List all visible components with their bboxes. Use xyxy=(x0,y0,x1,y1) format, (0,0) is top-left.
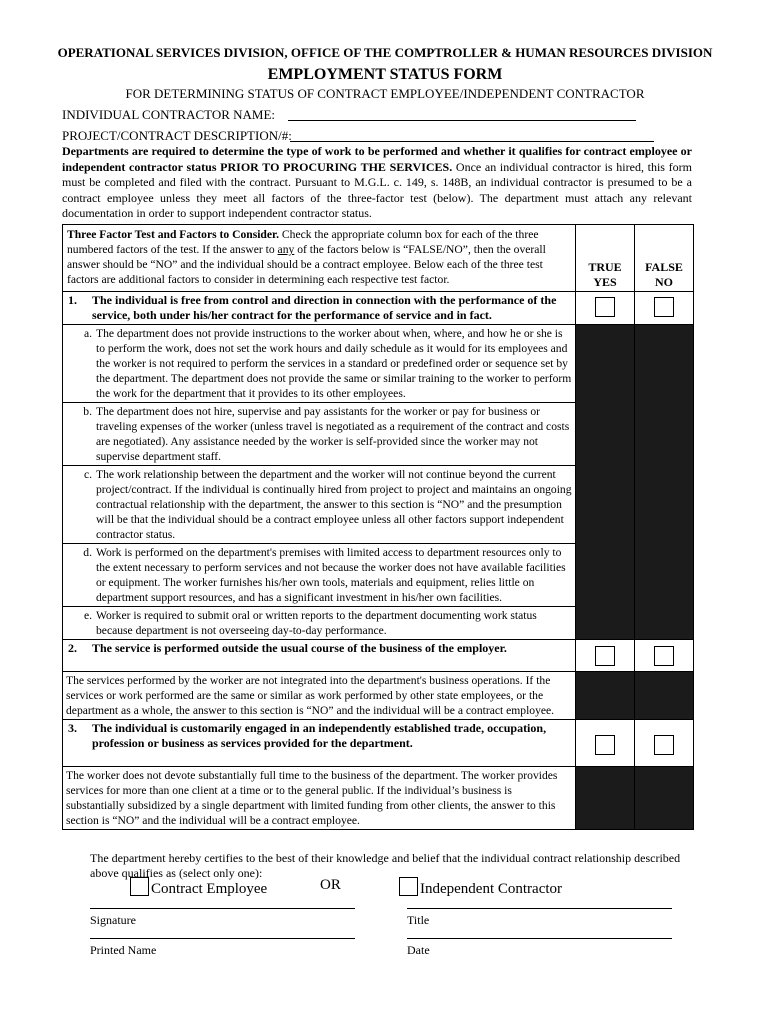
factor-1c-cell xyxy=(63,466,576,544)
factor-1-false-cell xyxy=(635,292,694,325)
printed-name-label: Printed Name xyxy=(90,943,157,957)
form-subtitle: FOR DETERMINING STATUS OF CONTRACT EMPLOYEE/INDEPENDENT CONTRACTOR xyxy=(125,86,645,101)
factor-3-false-cell xyxy=(635,720,694,767)
or-label: OR xyxy=(320,877,341,893)
factor-1-number: 1. xyxy=(68,293,77,307)
item-text: Work is performed on the department's premises with limited access to department resources only to the extent necessary to perform services and not because the worker does not have available facilities or equipment. The worker furnishes his/her own tools, materials and equipment, relies little on department support resources, and has a significant investment in his/her own facilities. xyxy=(96,546,566,604)
factor-1-text: The individual is free from control and direction in connection with the performance of the service, both under his/her contract for the performance of service and in fact. xyxy=(92,293,557,322)
factor-2-cell xyxy=(63,640,576,672)
item-label: d. xyxy=(83,546,92,559)
shaded-cell xyxy=(576,325,635,640)
factor-3-row xyxy=(63,720,694,767)
certification-text: The department hereby certifies to the best of their knowledge and belief that the individual contract relationship described above qualifies as (select only one): xyxy=(90,851,681,880)
contract-employee-label: Contract Employee xyxy=(151,881,268,897)
factor-2-detail-row xyxy=(63,672,694,720)
table-header-part-b: of the factors below is “FALSE/NO”, then the overall answer should be “NO” and the individual should be a contract employee. Below each of the three test factors are additional factors to consider in determining each respective test factor. xyxy=(67,243,546,286)
factor-2-false-cell xyxy=(635,640,694,672)
factor-1-cell xyxy=(63,292,576,325)
independent-contractor-label: Independent Contractor xyxy=(420,881,563,897)
item-text: The work relationship between the department and the worker will not continue beyond the current project/contract. If the individual is continually hired from project to project and maintains an ongoing contractual relationship with the department, the answer to this section is “NO” and the presumption will be that the individual should be a contract employee unless all other factors support independent contractor status. xyxy=(96,468,572,541)
factor-3-number: 3. xyxy=(68,721,77,735)
factor-2-row xyxy=(63,640,694,672)
signature-label: Signature xyxy=(90,913,136,927)
project-description-label: PROJECT/CONTRACT DESCRIPTION/#: xyxy=(62,128,292,143)
item-label: e. xyxy=(83,609,92,622)
factor-2-true-checkbox[interactable] xyxy=(595,646,615,666)
factor-2-true-cell xyxy=(576,640,635,672)
form-title: EMPLOYMENT STATUS FORM xyxy=(267,66,503,83)
shaded-cell xyxy=(576,767,635,830)
shaded-cell xyxy=(635,672,694,720)
table-header-any: any xyxy=(277,243,295,256)
shaded-cell xyxy=(635,767,694,830)
factor-2-number: 2. xyxy=(68,641,77,655)
factor-table xyxy=(62,224,694,830)
shaded-cell xyxy=(635,325,694,640)
factor-1-true-cell xyxy=(576,292,635,325)
factor-3-true-checkbox[interactable] xyxy=(595,735,615,755)
factor-3-text: The individual is customarily engaged in an independently established trade, occupation, profession or business as services provided for the department. xyxy=(92,721,547,750)
false-label: FALSE xyxy=(645,260,683,274)
factor-3-true-cell xyxy=(576,720,635,767)
item-label: b. xyxy=(83,405,92,418)
factor-1-row xyxy=(63,292,694,325)
contractor-name-field[interactable] xyxy=(288,120,636,121)
false-no-header xyxy=(635,225,694,292)
factor-2-text: The service is performed outside the usual course of the business of the employer. xyxy=(92,641,507,655)
project-description-field[interactable] xyxy=(290,141,654,142)
factor-2-detail-cell: The services performed by the worker are not integrated into the department's business operations. If the services or work performed are the same or similar as work performed by other state employees, or the department as a whole, the answer to this section is “NO” and the individual will be a contract employee. xyxy=(63,672,576,720)
no-label: NO xyxy=(655,275,673,289)
independent-contractor-option[interactable] xyxy=(399,877,562,898)
true-label: TRUE xyxy=(588,260,622,274)
factor-3-false-checkbox[interactable] xyxy=(654,735,674,755)
factor-3-detail-row xyxy=(63,767,694,830)
factor-1e-cell xyxy=(63,607,576,640)
org-heading: OPERATIONAL SERVICES DIVISION, OFFICE OF THE COMPTROLLER & HUMAN RESOURCES DIVISION xyxy=(57,45,713,60)
factor-1d-cell xyxy=(63,544,576,607)
contractor-name-label: INDIVIDUAL CONTRACTOR NAME: xyxy=(62,107,276,122)
table-header-text xyxy=(63,225,576,292)
factor-1-true-checkbox[interactable] xyxy=(595,297,615,317)
item-text: The department does not hire, supervise and pay assistants for the worker or pay for business or traveling expenses of the worker (unless travel is negotiated as a requirement of the contract and costs are negotiated). Any assistance needed by the worker is self-provided since the worker may not supervise department staff. xyxy=(96,405,570,463)
factor-3-cell xyxy=(63,720,576,767)
intro-rest: Once an individual contractor is hired, this form must be completed and filed with the contract. Pursuant to M.G.L. c. 149, s. 148B, an individual contractor is presumed to be a contract employee unless they meet all factors of the three-factor test (below). The department must attach any relevant documentation in order to support independent contractor status. xyxy=(62,159,692,220)
table-header-bold: Three Factor Test and Factors to Consider. xyxy=(67,228,280,241)
table-header-row xyxy=(63,225,694,292)
title-label: Title xyxy=(407,913,430,927)
shaded-cell xyxy=(576,672,635,720)
contract-employee-checkbox[interactable] xyxy=(130,877,149,896)
true-yes-header xyxy=(576,225,635,292)
item-text: Worker is required to submit oral or written reports to the department documenting work status because department is not overseeing day-to-day performance. xyxy=(96,609,537,637)
intro-bold: Departments are required to determine the type of work to be performed and whether it qualifies for contract employee or independent contractor status PRIOR TO PROCURING THE SERVICES. xyxy=(62,144,692,174)
yes-label: YES xyxy=(593,275,617,289)
signature-line[interactable] xyxy=(90,908,355,909)
printed-name-line[interactable] xyxy=(90,938,355,939)
factor-1a-row xyxy=(63,325,694,403)
date-line[interactable] xyxy=(407,938,672,939)
item-label: a. xyxy=(83,327,92,340)
item-label: c. xyxy=(83,468,92,481)
factor-2-false-checkbox[interactable] xyxy=(654,646,674,666)
item-text: The department does not provide instructions to the worker about when, where, and how he or she is to perform the work, does not set the work hours and daily schedule as it would for its employees and the worker is not required to perform the services in a standard or predefined order or sequence set by the department. The department does not provide the same or similar training to the worker to perform the work for the department that it provides to its other employees. xyxy=(96,327,572,400)
date-label: Date xyxy=(407,943,430,957)
factor-1b-cell xyxy=(63,403,576,466)
factor-3-detail-cell: The worker does not devote substantially full time to the business of the department. The worker provides services for more than one client at a time or to the general public. If the individual’s business is substantially subsidized by a single department with limited funding from other clients, the answer to this section is “NO” and the individual will be a contract employee. xyxy=(63,767,576,830)
factor-1-false-checkbox[interactable] xyxy=(654,297,674,317)
intro-paragraph xyxy=(62,144,692,222)
independent-contractor-checkbox[interactable] xyxy=(399,877,418,896)
factor-1a-cell xyxy=(63,325,576,403)
contract-employee-option[interactable] xyxy=(130,877,267,898)
table-header-part-a: Check the appropriate column box for each of the three numbered factors of the test. If the answer to xyxy=(67,228,539,256)
title-line[interactable] xyxy=(407,908,672,909)
